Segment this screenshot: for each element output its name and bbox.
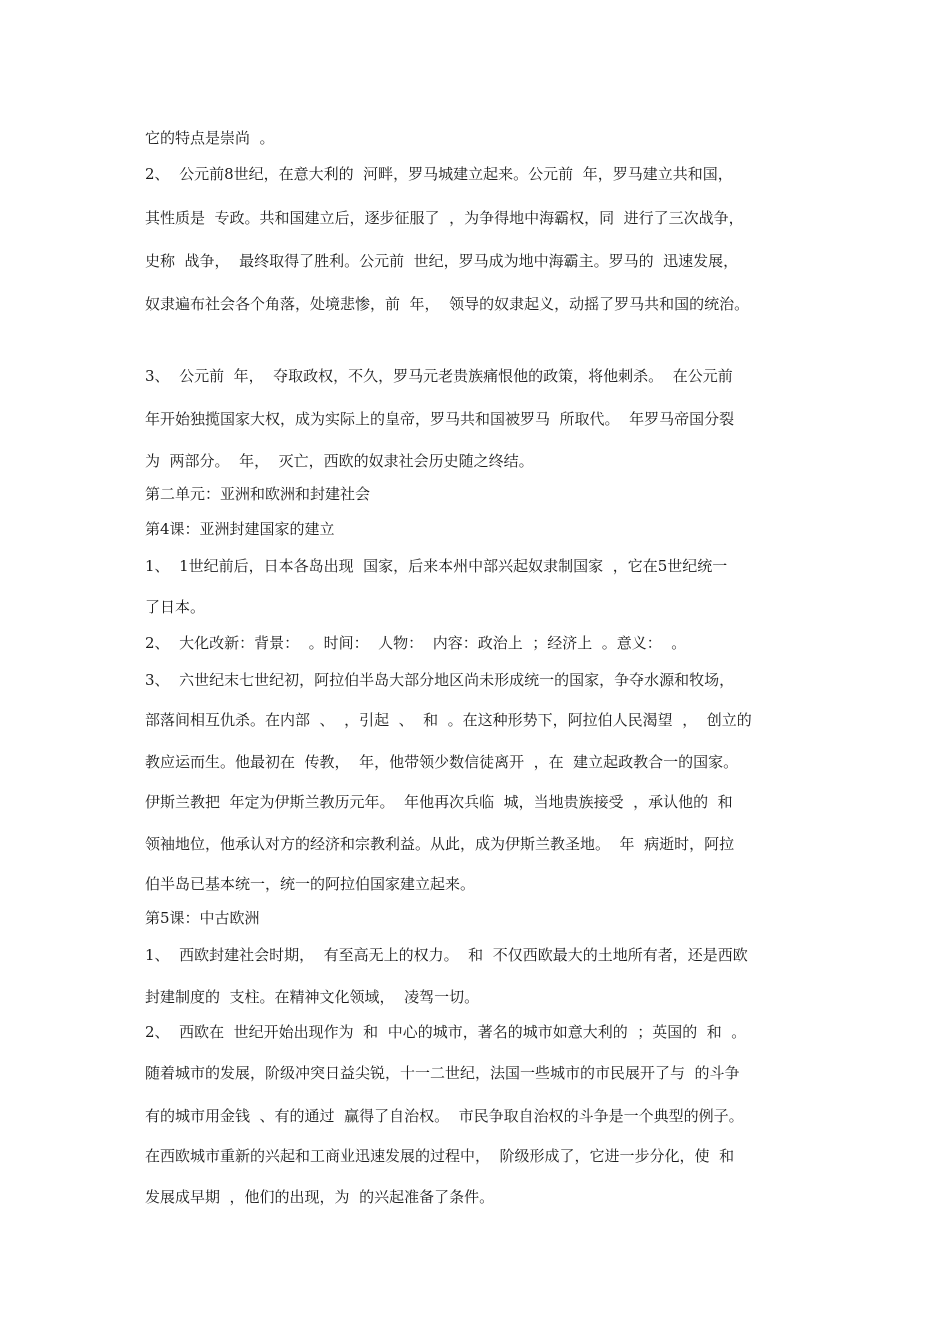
text-line: 随着城市的发展，阶级冲突日益尖锐，十一二世纪，法国一些城市的市民展开了与 的斗争	[145, 1064, 740, 1082]
text-line: 2、 公元前8世纪，在意大利的 河畔，罗马城建立起来。公元前 年，罗马建立共和国，	[145, 165, 733, 183]
text-line: 2、 大化改新：背景： 。时间： 人物： 内容：政治上 ；经济上 。意义： 。	[145, 634, 687, 652]
text-line: 史称 战争， 最终取得了胜利。公元前 世纪，罗马成为地中海霸主。罗马的 迅速发展，	[145, 252, 739, 270]
text-line: 3、 六世纪末七世纪初，阿拉伯半岛大部分地区尚未形成统一的国家，争夺水源和牧场，	[145, 671, 735, 689]
text-line: 年开始独揽国家大权，成为实际上的皇帝，罗马共和国被罗马 所取代。 年罗马帝国分裂	[145, 410, 735, 428]
text-line: 发展成早期 ，他们的出现，为 的兴起准备了条件。	[145, 1188, 495, 1206]
text-line: 其性质是 专政。共和国建立后，逐步征服了 ，为争得地中海霸权，同 进行了三次战争，	[145, 209, 744, 227]
text-line: 它的特点是崇尚 。	[145, 129, 275, 147]
text-line: 部落间相互仇杀。在内部 、 ，引起 、 和 。在这种形势下，阿拉伯人民渴望 ， 创立的	[145, 711, 752, 729]
text-line: 有的城市用金钱 、有的通过 赢得了自治权。 市民争取自治权的斗争是一个典型的例子。	[145, 1107, 744, 1125]
text-line: 了日本。	[145, 598, 206, 616]
lesson-heading: 第5课：中古欧洲	[145, 909, 260, 927]
lesson-heading: 第4课：亚洲封建国家的建立	[145, 520, 335, 538]
text-line: 领袖地位，他承认对方的经济和宗教利益。从此，成为伊斯兰教圣地。 年 病逝时，阿拉	[145, 835, 735, 853]
text-line: 2、 西欧在 世纪开始出现作为 和 中心的城市，著名的城市如意大利的 ；英国的 和 。	[145, 1023, 747, 1041]
text-line: 为 两部分。 年， 灭亡，西欧的奴隶社会历史随之终结。	[145, 452, 534, 470]
text-line: 1、 西欧封建社会时期， 有至高无上的权力。 和 不仅西欧最大的土地所有者，还是西欧	[145, 946, 748, 964]
text-line: 伯半岛已基本统一，统一的阿拉伯国家建立起来。	[145, 875, 476, 893]
text-line: 3、 公元前 年， 夺取政权，不久，罗马元老贵族痛恨他的政策，将他刺杀。 在公元前	[145, 367, 733, 385]
text-line: 1、 1世纪前后，日本各岛出现 国家，后来本州中部兴起奴隶制国家 ，它在5世纪统一	[145, 557, 728, 575]
text-line: 伊斯兰教把 年定为伊斯兰教历元年。 年他再次兵临 城，当地贵族接受 ，承认他的 和	[145, 793, 733, 811]
text-line: 奴隶遍布社会各个角落，处境悲惨，前 年， 领导的奴隶起义，动摇了罗马共和国的统治。	[145, 295, 750, 313]
section-heading: 第二单元：亚洲和欧洲和封建社会	[145, 485, 371, 503]
text-line: 封建制度的 支柱。在精神文化领域， 凌驾一切。	[145, 988, 480, 1006]
text-line: 在西欧城市重新的兴起和工商业迅速发展的过程中， 阶级形成了，它进一步分化，使 和	[145, 1147, 735, 1165]
text-line: 教应运而生。他最初在 传教， 年，他带领少数信徒离开 ，在 建立起政教合一的国家。	[145, 753, 739, 771]
